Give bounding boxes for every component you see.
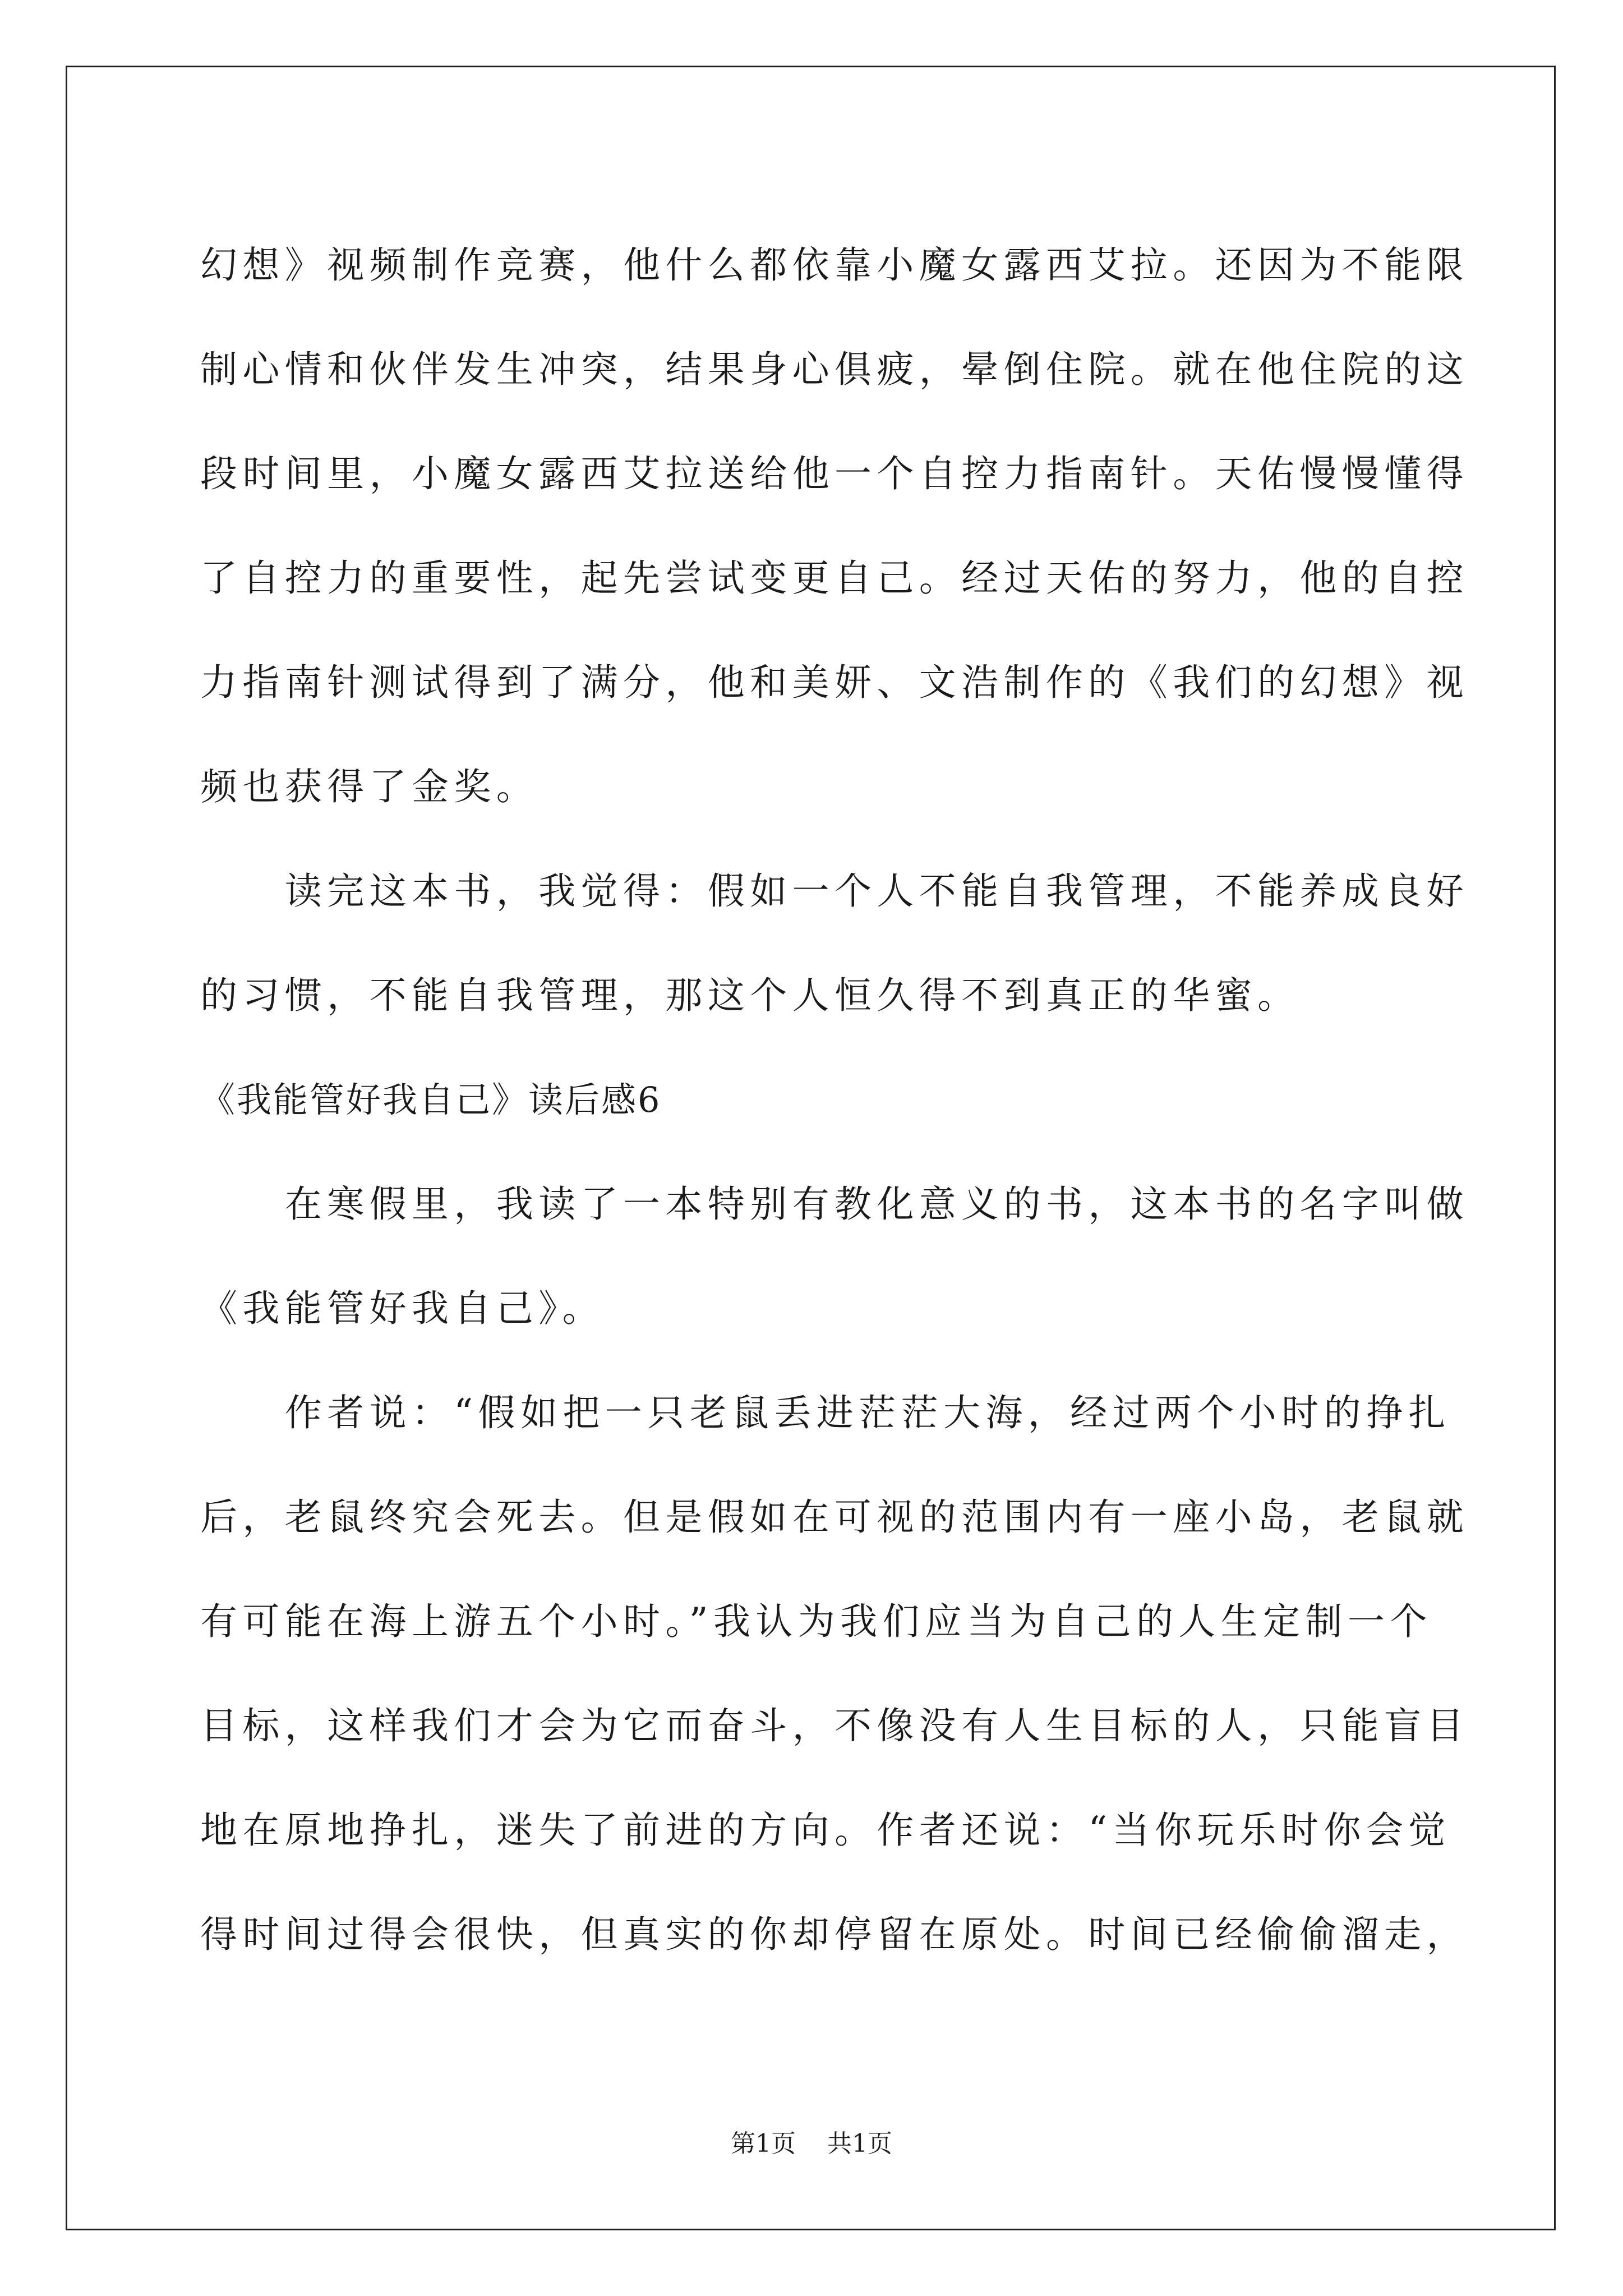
text-line: 地在原地挣扎，迷失了前进的方向。作者还说：“当你玩乐时你会觉	[200, 1809, 1451, 1852]
text-line: 读完这本书，我觉得：假如一个人不能自我管理，不能养成良好	[200, 869, 1469, 913]
text-line: 段时间里，小魔女露西艾拉送给他一个自控力指南针。天佑慢慢懂得	[200, 452, 1469, 495]
text-line: 频也获得了金奖。	[200, 765, 539, 808]
text-line: 《我能管好我自己》。	[200, 1287, 605, 1330]
text-line: 制心情和伙伴发生冲突，结果身心俱疲，晕倒住院。就在他住院的这	[200, 348, 1469, 391]
text-line: 作者说：“假如把一只老鼠丢进茫茫大海，经过两个小时的挣扎	[200, 1391, 1451, 1434]
text-line: 有可能在海上游五个小时。”我认为我们应当为自己的人生定制一个	[200, 1600, 1432, 1643]
document-body	[200, 213, 1469, 1987]
text-line: 在寒假里，我读了一本特别有教化意义的书，这本书的名字叫做	[200, 1182, 1469, 1226]
text-line: 力指南针测试得到了满分，他和美妍、文浩制作的《我们的幻想》视	[200, 661, 1469, 704]
text-line: 了自控力的重要性，起先尝试变更自己。经过天佑的努力，他的自控	[200, 556, 1469, 600]
section-heading: 《我能管好我自己》读后感6	[200, 1079, 662, 1120]
text-line: 后，老鼠终究会死去。但是假如在可视的范围内有一座小岛，老鼠就	[200, 1496, 1469, 1539]
text-line: 得时间过得会很快，但真实的你却停留在原处。时间已经偷偷溜走，	[200, 1913, 1469, 1956]
page-number-footer: 第1页 共1页	[731, 2129, 892, 2158]
text-line: 幻想》视频制作竞赛，他什么都依靠小魔女露西艾拉。还因为不能限	[200, 243, 1469, 287]
text-line: 的习惯，不能自我管理，那这个人恒久得不到真正的华蜜。	[200, 974, 1300, 1017]
text-line: 目标，这样我们才会为它而奋斗，不像没有人生目标的人，只能盲目	[200, 1704, 1469, 1747]
